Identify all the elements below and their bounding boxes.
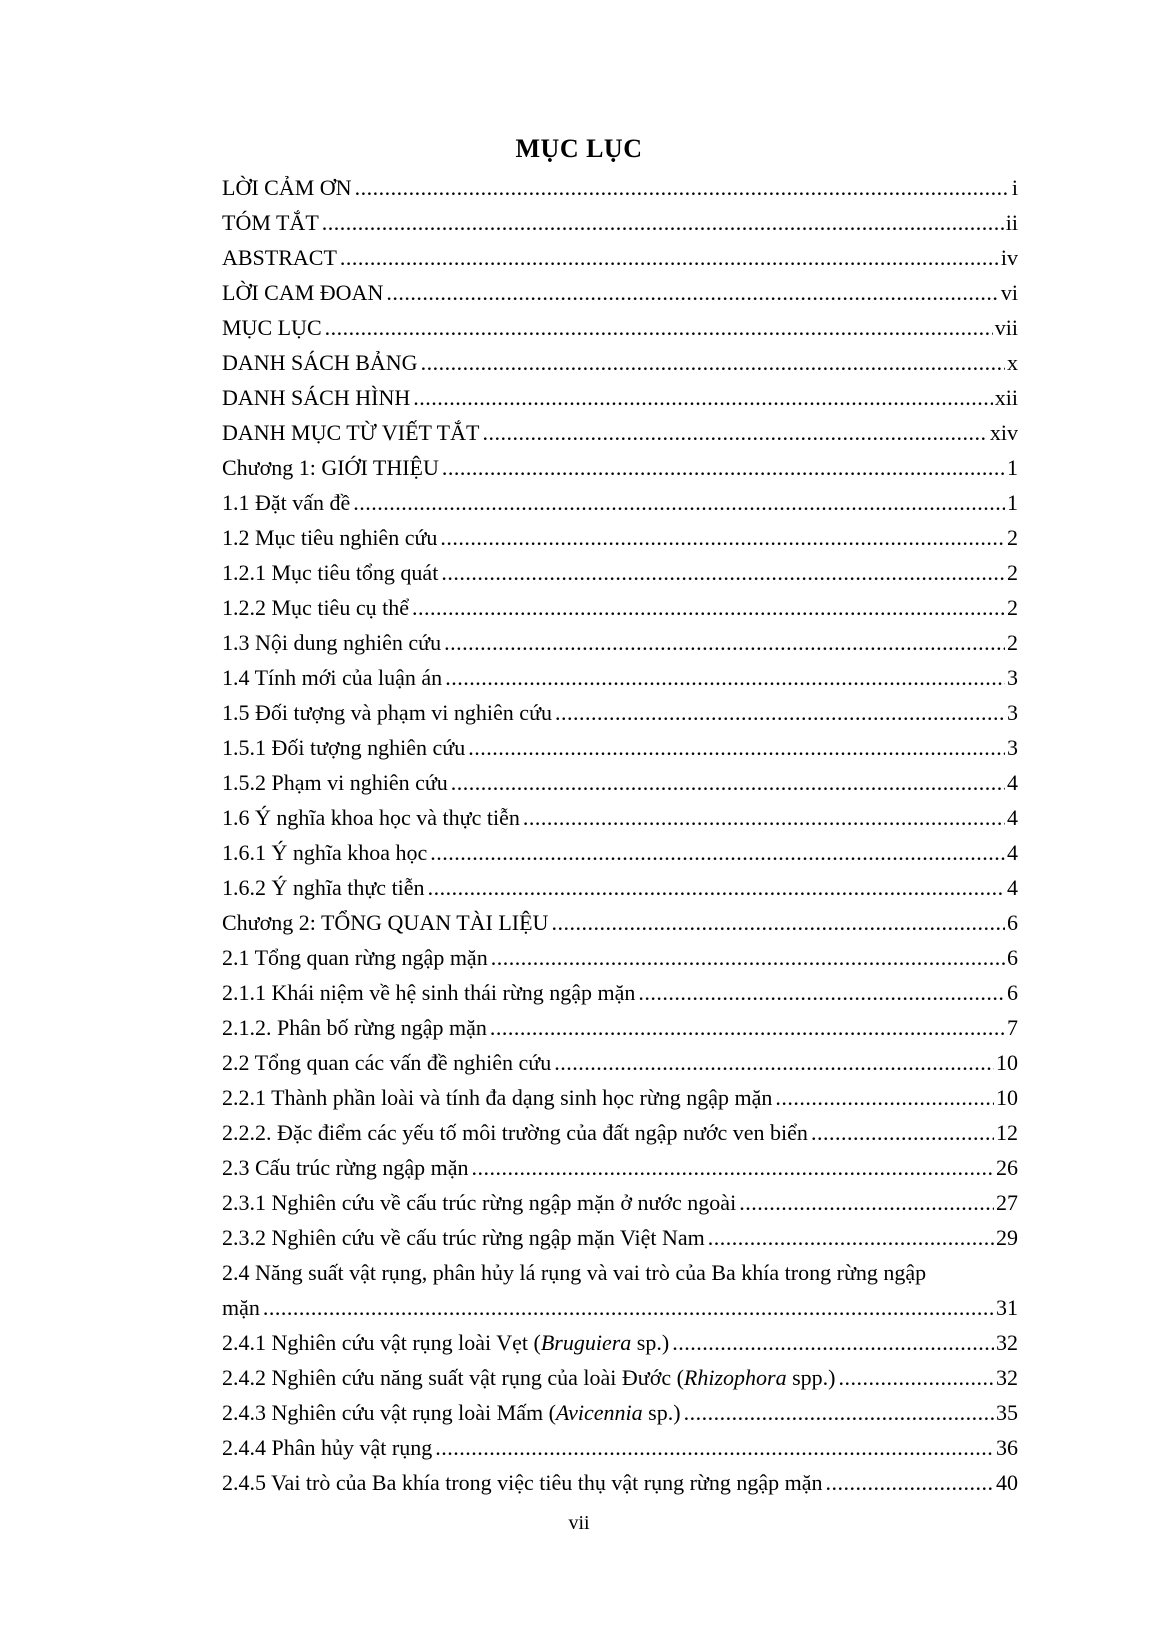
toc-entry[interactable] (222, 1325, 1018, 1360)
toc-entry-label: MỤC LỤC (222, 315, 322, 340)
toc-entry-label: 1.2 Mục tiêu nghiên cứu (222, 525, 438, 550)
toc-entry-page: xiv (989, 420, 1018, 445)
toc-entry[interactable] (222, 940, 1018, 975)
toc-entry[interactable] (222, 1045, 1018, 1080)
dot-leader (441, 555, 1005, 590)
dot-leader (440, 520, 1005, 555)
toc-entry-label: 2.1.1 Khái niệm về hệ sinh thái rừng ngập mặn (222, 980, 636, 1005)
toc-entry[interactable] (222, 415, 1018, 450)
dot-leader (684, 1395, 994, 1430)
species-name: Rhizophora (683, 1365, 787, 1390)
toc-entry-label: mặn (222, 1295, 260, 1320)
toc-entry[interactable] (222, 170, 1018, 205)
dot-leader (490, 1010, 1005, 1045)
dot-leader (413, 380, 993, 415)
toc-entry-page: 4 (1007, 875, 1018, 900)
toc-entry-label: ABSTRACT (222, 245, 337, 270)
toc-entry-page: 1 (1007, 490, 1018, 515)
toc-entry-label: Chương 1: GIỚI THIỆU (222, 455, 439, 480)
toc-entry-label: Chương 2: TỔNG QUAN TÀI LIỆU (222, 910, 549, 935)
toc-entry-page: 32 (996, 1365, 1018, 1390)
toc-entry-page: 4 (1007, 840, 1018, 865)
toc-entry-page: 10 (996, 1085, 1018, 1110)
dot-leader (445, 660, 1005, 695)
label-text: 2.4.1 Nghiên cứu vật rụng loài Vẹt ( (222, 1330, 541, 1355)
toc-entry-label: 1.5.1 Đối tượng nghiên cứu (222, 735, 466, 760)
toc-entry-page: 10 (996, 1050, 1018, 1075)
toc-entry-label: 1.2.1 Mục tiêu tổng quát (222, 560, 439, 585)
toc-entry[interactable] (222, 1150, 1018, 1185)
toc-entry[interactable] (222, 975, 1018, 1010)
dot-leader (491, 940, 1005, 975)
species-name: Avicennia (555, 1400, 643, 1425)
toc-entry[interactable] (222, 800, 1018, 835)
toc-entry-page: 2 (1007, 525, 1018, 550)
toc-entry-label: LỜI CẢM ƠN (222, 175, 352, 200)
toc-entry-page: 36 (996, 1435, 1018, 1460)
toc-entry-label: 2.3.2 Nghiên cứu về cấu trúc rừng ngập mặn Việt Nam (222, 1225, 705, 1250)
toc-entry-page: 6 (1007, 945, 1018, 970)
toc-entry-label: TÓM TẮT (222, 210, 319, 235)
dot-leader (355, 170, 1010, 205)
toc-entry[interactable] (222, 485, 1018, 520)
toc-entry-label: 2.2.2. Đặc điểm các yếu tố môi trường của đất ngập nước ven biển (222, 1120, 808, 1145)
toc-entry-wrapped-line1[interactable] (222, 1255, 1018, 1290)
toc-entry-page: 3 (1007, 665, 1018, 690)
toc-entry-page: 4 (1007, 770, 1018, 795)
toc-entry[interactable] (222, 1010, 1018, 1045)
dot-leader (638, 975, 1005, 1010)
dot-leader (430, 835, 1005, 870)
dot-leader (386, 275, 999, 310)
toc-entry-label: 2.1.2. Phân bố rừng ngập mặn (222, 1015, 487, 1040)
toc-entry[interactable] (222, 1395, 1018, 1430)
toc-entry[interactable] (222, 695, 1018, 730)
toc-entry-label: 1.5 Đối tượng và phạm vi nghiên cứu (222, 700, 552, 725)
dot-leader (442, 450, 1005, 485)
toc-entry[interactable] (222, 660, 1018, 695)
toc-entry-page: 26 (996, 1155, 1018, 1180)
dot-leader (551, 905, 1005, 940)
toc-entry-label: 1.6.2 Ý nghĩa thực tiễn (222, 875, 425, 900)
toc-entry-page: iv (1000, 245, 1018, 270)
dot-leader (482, 415, 987, 450)
toc-entry-wrapped-line2[interactable] (222, 1290, 1018, 1325)
toc-entry-label: 1.2.2 Mục tiêu cụ thể (222, 595, 409, 620)
toc-entry-page: 2 (1007, 630, 1018, 655)
toc-entry-page: 7 (1007, 1015, 1018, 1040)
toc-entry-page: x (1007, 350, 1018, 375)
toc-entry-page: 12 (996, 1120, 1018, 1145)
toc-entry-label: 2.2.1 Thành phần loài và tính đa dạng sinh học rừng ngập mặn (222, 1085, 773, 1110)
label-text: 2.4.3 Nghiên cứu vật rụng loài Mấm ( (222, 1400, 556, 1425)
toc-entry-page: 3 (1007, 700, 1018, 725)
toc-entry-page: ii (1005, 210, 1018, 235)
toc-entry-label: 1.5.2 Phạm vi nghiên cứu (222, 770, 448, 795)
toc-entry-page: 29 (996, 1225, 1018, 1250)
toc-entry-page: 6 (1007, 980, 1018, 1005)
toc-entry[interactable] (222, 1185, 1018, 1220)
dot-leader (325, 310, 993, 345)
label-text: sp.) (642, 1400, 681, 1425)
toc-entry[interactable] (222, 1115, 1018, 1150)
toc-entry[interactable] (222, 520, 1018, 555)
dot-leader (739, 1185, 994, 1220)
dot-leader (421, 345, 1005, 380)
dot-leader (428, 870, 1005, 905)
toc-entry[interactable] (222, 275, 1018, 310)
toc-entry-label (222, 1360, 836, 1395)
toc-entry-label: 2.1 Tổng quan rừng ngập mặn (222, 945, 488, 970)
toc-entry[interactable] (222, 450, 1018, 485)
toc-entry-page: 31 (996, 1295, 1018, 1320)
dot-leader (811, 1115, 994, 1150)
dot-leader (435, 1430, 994, 1465)
dot-leader (839, 1360, 995, 1395)
dot-leader (353, 485, 1005, 520)
toc-entry-page: 32 (996, 1330, 1018, 1355)
toc-entry-label: 2.2 Tổng quan các vấn đề nghiên cứu (222, 1050, 552, 1075)
label-text: sp.) (631, 1330, 670, 1355)
toc-entry[interactable] (222, 240, 1018, 275)
label-text: spp.) (786, 1365, 836, 1390)
label-text: 2.4.2 Nghiên cứu năng suất vật rụng của loài Đước ( (222, 1365, 684, 1390)
toc-entry[interactable] (222, 555, 1018, 590)
toc-entry-label: 2.3.1 Nghiên cứu về cấu trúc rừng ngập mặn ở nước ngoài (222, 1190, 737, 1215)
toc-entry-page: 2 (1007, 595, 1018, 620)
toc-entry-label: DANH SÁCH HÌNH (222, 385, 411, 410)
toc-entry[interactable] (222, 590, 1018, 625)
table-of-contents (222, 170, 1018, 1500)
dot-leader (444, 625, 1005, 660)
toc-entry-label: 2.4.4 Phân hủy vật rụng (222, 1435, 433, 1460)
toc-entry[interactable] (222, 1360, 1018, 1395)
toc-entry-label: 1.3 Nội dung nghiên cứu (222, 630, 442, 655)
toc-entry-label: DANH MỤC TỪ VIẾT TẮT (222, 420, 480, 445)
toc-entry-page: 3 (1007, 735, 1018, 760)
species-name: Bruguiera (540, 1330, 632, 1355)
dot-leader (555, 695, 1005, 730)
toc-entry-label: DANH SÁCH BẢNG (222, 350, 418, 375)
toc-entry-label: LỜI CAM ĐOAN (222, 280, 384, 305)
toc-entry-page: 1 (1007, 455, 1018, 480)
dot-leader (826, 1465, 995, 1500)
toc-entry[interactable] (222, 1080, 1018, 1115)
dot-leader (322, 205, 1004, 240)
toc-entry-page: vii (994, 315, 1018, 340)
toc-entry-label: 2.4 Năng suất vật rụng, phân hủy lá rụng và vai trò của Ba khía trong rừng ngập (222, 1260, 927, 1285)
toc-entry-page: xii (994, 385, 1018, 410)
toc-entry-page: 27 (996, 1190, 1018, 1215)
toc-entry-label (222, 1395, 681, 1430)
dot-leader (263, 1290, 994, 1325)
toc-entry-page: 40 (996, 1470, 1018, 1495)
toc-entry-page: 4 (1007, 805, 1018, 830)
dot-leader (340, 240, 999, 275)
toc-entry-page: 6 (1007, 910, 1018, 935)
toc-title: MỤC LỤC (515, 134, 643, 163)
dot-leader (412, 590, 1005, 625)
toc-entry[interactable] (222, 310, 1018, 345)
toc-entry[interactable] (222, 870, 1018, 905)
toc-entry[interactable] (222, 1465, 1018, 1500)
dot-leader (708, 1220, 994, 1255)
toc-entry-label: 1.6 Ý nghĩa khoa học và thực tiễn (222, 805, 520, 830)
toc-entry-label: 1.1 Đặt vấn đề (222, 490, 351, 515)
toc-entry-page: 35 (996, 1400, 1018, 1425)
toc-entry-label: 2.3 Cấu trúc rừng ngập mặn (222, 1155, 469, 1180)
dot-leader (472, 1150, 994, 1185)
toc-entry[interactable] (222, 835, 1018, 870)
toc-entry[interactable] (222, 1220, 1018, 1255)
dot-leader (451, 765, 1005, 800)
dot-leader (775, 1080, 994, 1115)
toc-entry[interactable] (222, 1430, 1018, 1465)
dot-leader (672, 1325, 994, 1360)
dot-leader (554, 1045, 994, 1080)
toc-entry-page: i (1011, 175, 1018, 200)
toc-entry[interactable] (222, 625, 1018, 660)
dot-leader (468, 730, 1005, 765)
toc-entry[interactable] (222, 380, 1018, 415)
dot-leader (523, 800, 1005, 835)
toc-entry-label: 1.6.1 Ý nghĩa khoa học (222, 840, 428, 865)
toc-entry[interactable] (222, 905, 1018, 940)
toc-entry[interactable] (222, 205, 1018, 240)
toc-entry[interactable] (222, 765, 1018, 800)
toc-entry[interactable] (222, 345, 1018, 380)
toc-entry-page: 2 (1007, 560, 1018, 585)
toc-entry-label (222, 1325, 669, 1360)
toc-entry-page: vi (1000, 280, 1018, 305)
toc-entry-label: 1.4 Tính mới của luận án (222, 665, 443, 690)
toc-entry-label: 2.4.5 Vai trò của Ba khía trong việc tiêu thụ vật rụng rừng ngập mặn (222, 1470, 823, 1495)
page-number-footer: vii (568, 1512, 590, 1534)
toc-entry[interactable] (222, 730, 1018, 765)
